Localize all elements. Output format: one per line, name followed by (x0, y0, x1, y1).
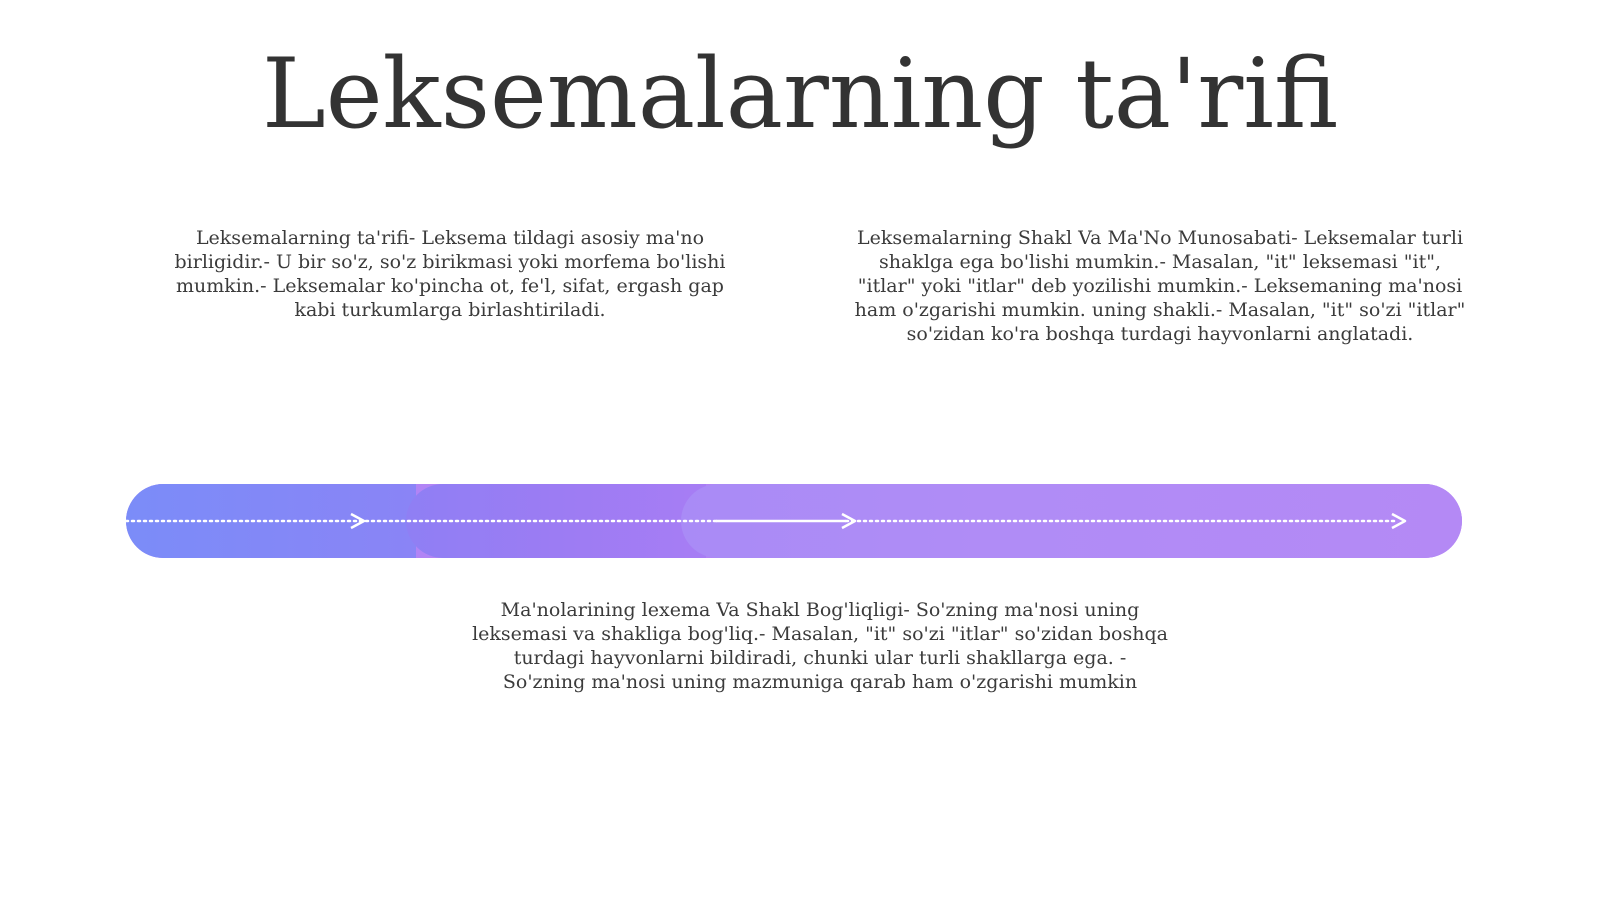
timeline-arrows (126, 484, 1462, 558)
slide-title: Leksemalarning ta'rifi (261, 38, 1339, 150)
text-block-form-meaning: Leksemalarning Shakl Va Ma'No Munosabati- Leksemalar turli shaklga ega bo'lishi mumkin.- Masalan, "it" leksemasi "it", "itlar" yoki "itlar" deb yozilishi mumkin.- Leksemaning ma'nosi ham o'zgarishi mumkin. uning shakli.- Masalan, "it" so'zi "itlar" so'zidan ko'ra boshqa turdagi hayvonlarni anglatadi. (854, 227, 1466, 345)
timeline-bar (126, 484, 1462, 558)
text-block-definition: Leksemalarning ta'rifi- Leksema tildagi asosiy ma'no birligidir.- U bir so'z, so'z birikmasi yoki morfema bo'lishi mumkin.- Leksemalar ko'pincha ot, fe'l, sifat, ergash gap kabi turkumlarga birlashtiriladi. (174, 227, 726, 321)
text-block-meaning-link: Ma'nolarining lexema Va Shakl Bog'liqligi- So'zning ma'nosi uning leksemasi va shakliga bog'liq.- Masalan, "it" so'zi "itlar" so'zidan boshqa turdagi hayvonlarni bildiradi, chunki ular turli shakllarga ega. - So'zning ma'nosi uning mazmuniga qarab ham o'zgarishi mumkin (472, 599, 1168, 693)
